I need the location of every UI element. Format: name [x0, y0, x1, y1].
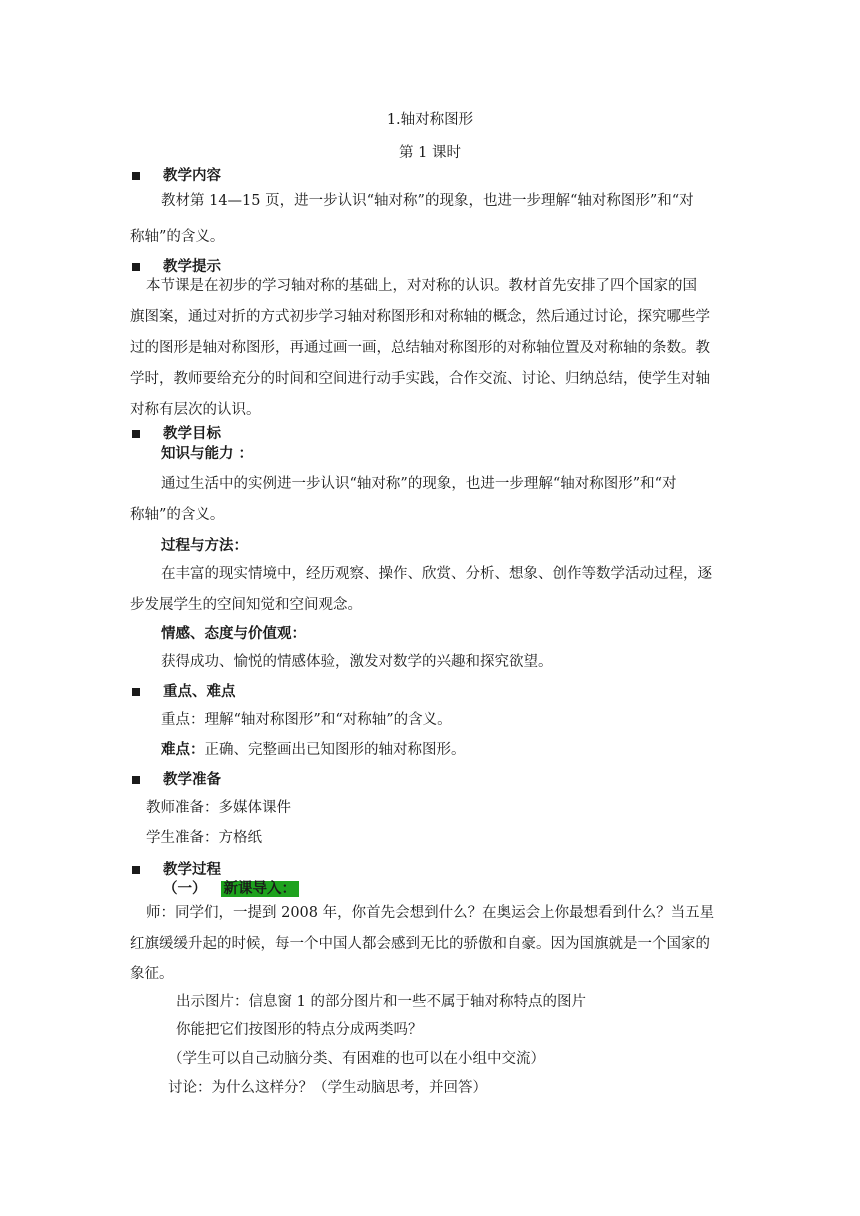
- hints-line-4: 学时，教师要给充分的时间和空间进行动手实践，合作交流、讨论、归纳总结，使学生对轴: [130, 371, 710, 387]
- process-line-1: 师：同学们，一提到 2008 年，你首先会想到什么？在奥运会上你最想看到什么？当五星: [146, 905, 715, 921]
- goals-knowledge-label: 知识与能力 ：: [161, 446, 254, 462]
- process-line-3: 象征。: [130, 966, 174, 982]
- goals-process-label: 过程与方法：: [161, 538, 248, 554]
- keypoint-difficult: [161, 740, 466, 760]
- document-subtitle: 第 1 课时: [399, 145, 461, 161]
- hints-line-3: 过的图形是轴对称图形，再通过画一画，总结轴对称图形的对称轴位置及对称轴的条数。教: [130, 340, 710, 356]
- section-heading-process: 教学过程: [163, 862, 221, 878]
- bullet-icon: [132, 172, 140, 180]
- process-step-label: （一）: [163, 881, 207, 897]
- bullet-icon: [132, 866, 140, 874]
- hints-line-1: 本节课是在初步的学习轴对称的基础上，对对称的认识。教材首先安排了四个国家的国: [146, 278, 697, 294]
- section-heading-hints: 教学提示: [163, 259, 221, 275]
- document-title: 1.轴对称图形: [386, 112, 474, 128]
- goals-emotion-label: 情感、态度与价值观：: [161, 626, 306, 642]
- goals-emotion-line-1: 获得成功、愉悦的情感体验，激发对数学的兴趣和探究欲望。: [161, 654, 553, 670]
- bullet-icon: [132, 688, 140, 696]
- goals-knowledge-line-2: 称轴”的含义。: [130, 507, 225, 523]
- process-discuss: 讨论：为什么这样分？（学生动脑思考，并回答）: [168, 1080, 487, 1096]
- process-line-2: 红旗缓缓升起的时候，每一个中国人都会感到无比的骄傲和自豪。因为国旗就是一个国家的: [130, 936, 710, 952]
- bullet-icon: [132, 776, 140, 784]
- prep-student: 学生准备：方格纸: [146, 830, 262, 846]
- hints-line-5: 对称有层次的认识。: [130, 402, 261, 418]
- keypoint-difficult-text: 正确、完整画出已知图形的轴对称图形。: [204, 742, 466, 758]
- content-line-1: 教材第 14—15 页，进一步认识“轴对称”的现象，也进一步理解“轴对称图形”和“对: [161, 193, 694, 209]
- process-step-title: 新课导入：: [221, 881, 300, 897]
- keypoint-difficult-label: 难点：: [161, 742, 205, 758]
- content-line-2: 称轴”的含义。: [130, 229, 225, 245]
- process-ask: 你能把它们按图形的特点分成两类吗？: [176, 1022, 423, 1038]
- goals-process-line-2: 步发展学生的空间知觉和空间观念。: [130, 597, 362, 613]
- section-heading-prep: 教学准备: [163, 772, 221, 788]
- section-heading-goals: 教学目标: [163, 426, 221, 442]
- goals-knowledge-line-1: 通过生活中的实例进一步认识“轴对称”的现象，也进一步理解“轴对称图形”和“对: [161, 476, 677, 492]
- process-step: [163, 879, 299, 899]
- goals-process-line-1: 在丰富的现实情境中，经历观察、操作、欣赏、分析、想象、创作等数学活动过程，逐: [161, 566, 712, 582]
- bullet-icon: [132, 263, 140, 271]
- prep-teacher: 教师准备：多媒体课件: [146, 800, 291, 816]
- process-show: 出示图片：信息窗 1 的部分图片和一些不属于轴对称特点的图片: [176, 994, 586, 1010]
- keypoint-key: 重点：理解“轴对称图形”和“对称轴”的含义。: [161, 712, 452, 728]
- hints-line-2: 旗图案，通过对折的方式初步学习轴对称图形和对称轴的概念，然后通过讨论，探究哪些学: [130, 309, 710, 325]
- bullet-icon: [132, 430, 140, 438]
- section-heading-content: 教学内容: [163, 168, 221, 184]
- process-note: （学生可以自己动脑分类、有困难的也可以在小组中交流）: [168, 1051, 545, 1067]
- section-heading-keypoints: 重点、难点: [163, 684, 236, 700]
